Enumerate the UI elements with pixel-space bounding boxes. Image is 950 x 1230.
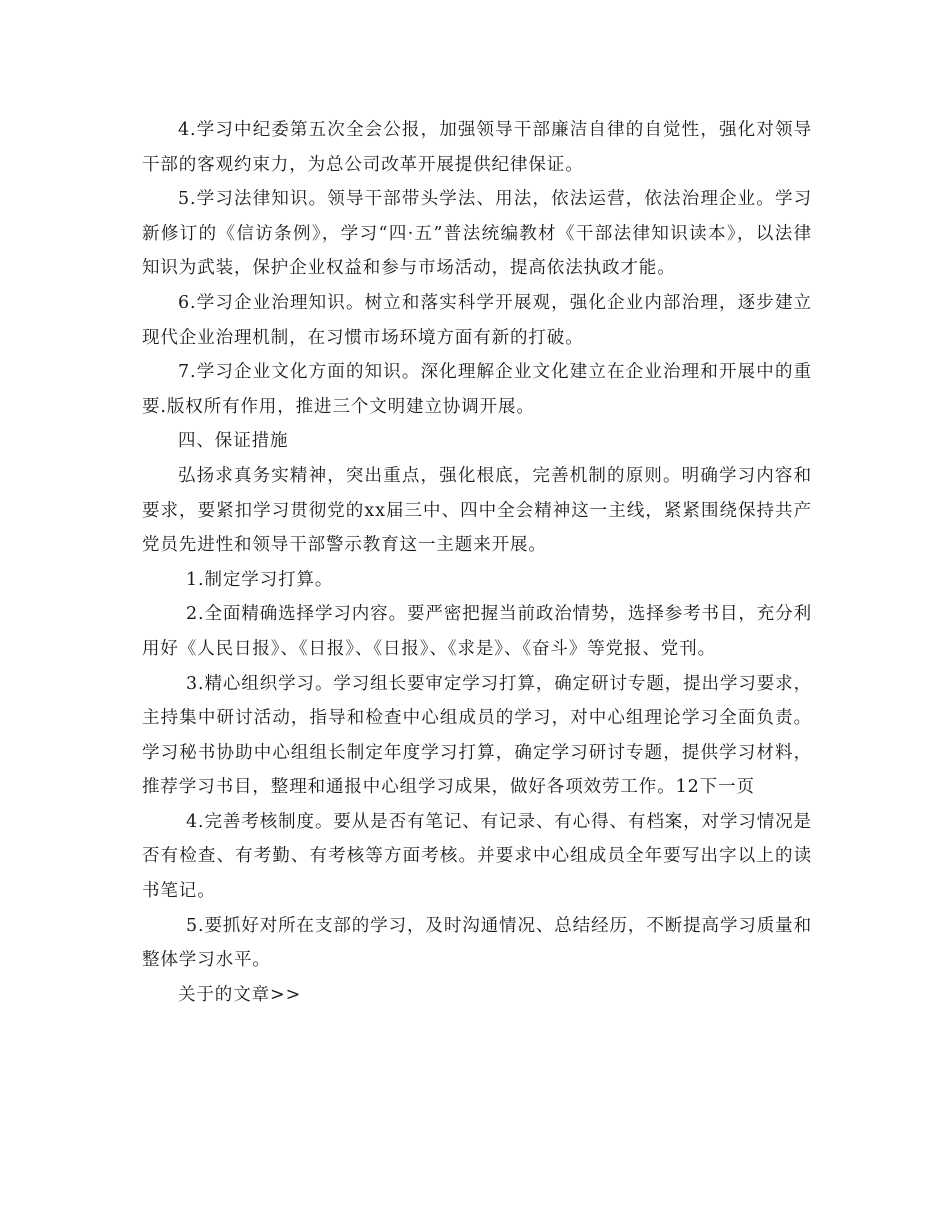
paragraph-item-7: 7.学习企业文化方面的知识。深化理解企业文化建立在企业治理和开展中的重要.版权所有作用，推进三个文明建立协调开展。 bbox=[142, 362, 812, 417]
section-heading: 四、保证措施 bbox=[178, 431, 289, 452]
measure-item-4: 4.完善考核制度。要从是否有笔记、有记录、有心得、有档案，对学习情况是否有检查、有考勤、有考核等方面考核。并要求中心组成员全年要写出字以上的读书笔记。 bbox=[142, 811, 812, 902]
intro-paragraph: 弘扬求真务实精神，突出重点，强化根底，完善机制的原则。明确学习内容和要求，要紧扣学习贯彻党的xx届三中、四中全会精神这一主线，紧紧围绕保持共产党员先进性和领导干部警示教育这一主题来开展。 bbox=[142, 465, 812, 556]
document-body bbox=[142, 113, 812, 1012]
paragraph-item-6: 6.学习企业治理知识。树立和落实科学开展观，强化企业内部治理，逐步建立现代企业治理机制，在习惯市场环境方面有新的打破。 bbox=[142, 292, 812, 348]
measure-item-1: 1.制定学习打算。 bbox=[186, 569, 334, 590]
measure-item-2: 2.全面精确选择学习内容。要严密把握当前政治情势，选择参考书目，充分利用好《人民日报》、《日报》、《日报》、《求是》、《奋斗》等党报、党刊。 bbox=[142, 604, 812, 659]
paragraph-item-4: 4.学习中纪委第五次全会公报，加强领导干部廉洁自律的自觉性，强化对领导干部的客观约束力，为总公司改革开展提供纪律保证。 bbox=[142, 120, 812, 175]
measure-item-5: 5.要抓好对所在支部的学习，及时沟通情况、总结经历，不断提高学习质量和整体学习水平。 bbox=[142, 915, 812, 971]
measure-item-3: 3.精心组织学习。学习组长要审定学习打算，确定研讨专题，提出学习要求，主持集中研讨活动，指导和检查中心组成员的学习，对中心组理论学习全面负责。学习秘书协助中心组组长制定年度学习打算，确定学习研讨专题，提供学习材料，推荐学习书目，整理和通报中心组学习成果，做好各项效劳工作。12下一页 bbox=[142, 673, 812, 798]
paragraph-item-5: 5.学习法律知识。领导干部带头学法、用法，依法运营，依法治理企业。学习新修订的《信访条例》，学习“四·五”普法统编教材《干部法律知识读本》，以法律知识为武装，保护企业权益和参与市场活动，提高依法执政才能。 bbox=[142, 189, 812, 279]
related-articles-link[interactable]: 关于的文章>> bbox=[178, 984, 302, 1005]
